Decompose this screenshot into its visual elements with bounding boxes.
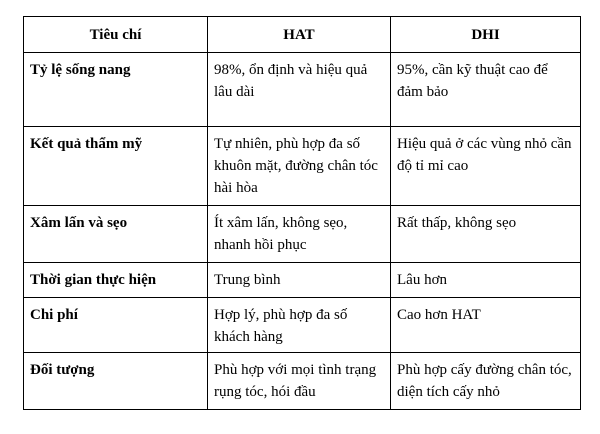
table-header bbox=[24, 17, 581, 53]
table-row bbox=[24, 263, 581, 298]
hat-cell: Tự nhiên, phù hợp đa số khuôn mặt, đường chân tóc hài hòa bbox=[208, 127, 391, 206]
comparison-table bbox=[23, 16, 581, 410]
dhi-cell: 95%, cần kỹ thuật cao để đảm bảo bbox=[391, 53, 581, 127]
dhi-cell: Rất thấp, không sẹo bbox=[391, 206, 581, 263]
header-row bbox=[24, 17, 581, 53]
criterion-cell: Tỷ lệ sống nang bbox=[24, 53, 208, 127]
hat-cell: Hợp lý, phù hợp đa số khách hàng bbox=[208, 298, 391, 353]
criterion-cell: Kết quả thẩm mỹ bbox=[24, 127, 208, 206]
hat-cell: Ít xâm lấn, không sẹo, nhanh hồi phục bbox=[208, 206, 391, 263]
hat-cell: Trung bình bbox=[208, 263, 391, 298]
dhi-cell: Phù hợp cấy đường chân tóc, diện tích cấy nhỏ bbox=[391, 353, 581, 410]
criterion-cell: Xâm lấn và sẹo bbox=[24, 206, 208, 263]
table-row bbox=[24, 127, 581, 206]
criterion-cell: Chi phí bbox=[24, 298, 208, 353]
hat-cell: Phù hợp với mọi tình trạng rụng tóc, hói đầu bbox=[208, 353, 391, 410]
criterion-cell: Thời gian thực hiện bbox=[24, 263, 208, 298]
criterion-cell: Đối tượng bbox=[24, 353, 208, 410]
header-criteria: Tiêu chí bbox=[24, 17, 208, 53]
table-row bbox=[24, 298, 581, 353]
dhi-cell: Cao hơn HAT bbox=[391, 298, 581, 353]
dhi-cell: Hiệu quả ở các vùng nhỏ cần độ tỉ mỉ cao bbox=[391, 127, 581, 206]
header-hat: HAT bbox=[208, 17, 391, 53]
table-row bbox=[24, 206, 581, 263]
table-row bbox=[24, 53, 581, 127]
dhi-cell: Lâu hơn bbox=[391, 263, 581, 298]
hat-cell: 98%, ổn định và hiệu quả lâu dài bbox=[208, 53, 391, 127]
table-body bbox=[24, 53, 581, 410]
table-row bbox=[24, 353, 581, 410]
header-dhi: DHI bbox=[391, 17, 581, 53]
